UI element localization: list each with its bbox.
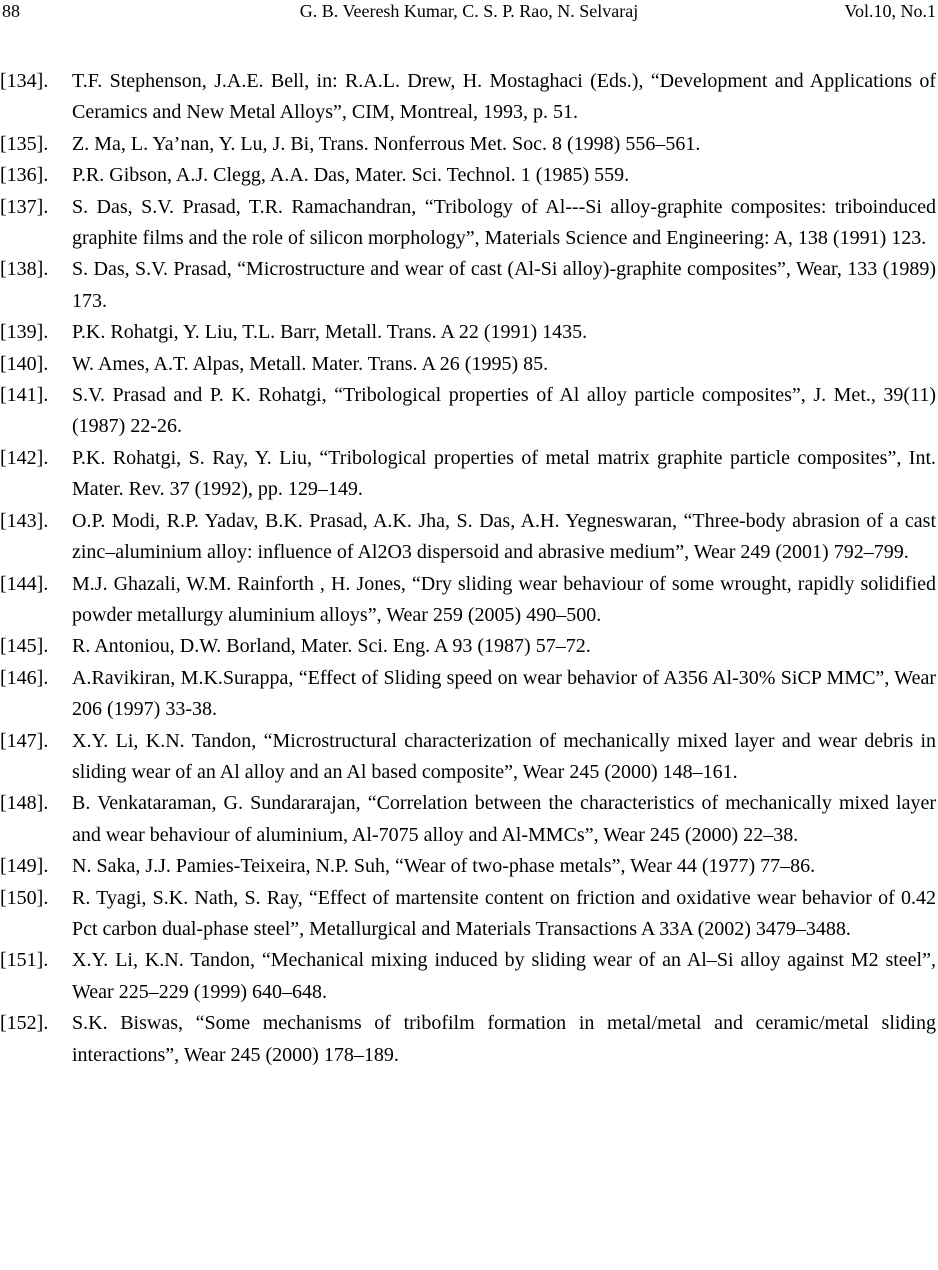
reference-item [0,317,938,348]
reference-text: Z. Ma, L. Ya’nan, Y. Lu, J. Bi, Trans. Nonferrous Met. Soc. 8 (1998) 556–561. [72,132,701,155]
reference-text: P.K. Rohatgi, Y. Liu, T.L. Barr, Metall. Trans. A 22 (1991) 1435. [72,321,588,344]
reference-item [0,663,938,726]
reference-item [0,443,938,506]
reference-item [0,129,938,160]
reference-item [0,851,938,882]
reference-list [0,66,938,1071]
reference-number: [147]. [0,729,49,752]
header-volume: Vol.10, No.1 [844,1,936,21]
reference-number: [139]. [0,321,49,344]
reference-text: A.Ravikiran, M.K.Surappa, “Effect of Sliding speed on wear behavior of A356 Al-30% SiCP MMC”, Wear 206 (1997) 33-38. [72,666,936,721]
reference-number: [149]. [0,855,49,878]
reference-number: [148]. [0,792,49,815]
reference-number: [144]. [0,572,49,595]
reference-text: M.J. Ghazali, W.M. Rainforth , H. Jones, “Dry sliding wear behaviour of some wrought, rapidly solidified powder metallurgy aluminium alloys”, Wear 259 (2005) 490–500. [72,572,936,626]
reference-item [0,506,938,569]
reference-text: S.K. Biswas, “Some mechanisms of tribofilm formation in metal/metal and ceramic/metal sliding interactions”, Wear 245 (2000) 178–189. [72,1012,936,1066]
reference-number: [135]. [0,132,49,155]
reference-number: [150]. [0,886,49,909]
reference-text: S. Das, S.V. Prasad, T.R. Ramachandran, “Tribology of Al---Si alloy-graphite composites: triboinduced graphite films and the role of silicon morphology”, Materials Science and Engineering: A, 138 (1991) 123. [72,195,936,250]
reference-item [0,883,938,946]
reference-number: [136]. [0,164,49,187]
reference-number: [151]. [0,949,49,972]
reference-number: [142]. [0,446,49,469]
reference-number: [143]. [0,509,49,532]
reference-text: N. Saka, J.J. Pamies-Teixeira, N.P. Suh, “Wear of two-phase metals”, Wear 44 (1977) 77–86. [72,855,816,878]
reference-text: X.Y. Li, K.N. Tandon, “Mechanical mixing induced by sliding wear of an Al–Si alloy against M2 steel”, Wear 225–229 (1999) 640–648. [72,949,936,1003]
reference-item [0,349,938,380]
reference-item [0,945,938,1008]
reference-number: [134]. [0,70,49,92]
running-header [0,0,938,28]
reference-text: S.V. Prasad and P. K. Rohatgi, “Tribological properties of Al alloy particle composites”, J. Met., 39(11) (1987) 22-26. [72,384,936,438]
reference-text: P.R. Gibson, A.J. Clegg, A.A. Das, Mater. Sci. Technol. 1 (1985) 559. [72,164,630,187]
reference-text: O.P. Modi, R.P. Yadav, B.K. Prasad, A.K. Jha, S. Das, A.H. Yegneswaran, “Three-body abrasion of a cast zinc–aluminium alloy: influence of Al2O3 dispersoid and abrasive medium”, Wear 249 (2001) 792–799. [72,509,936,564]
reference-number: [145]. [0,635,49,658]
reference-number: [141]. [0,384,49,407]
reference-item [0,160,938,191]
reference-text: W. Ames, A.T. Alpas, Metall. Mater. Trans. A 26 (1995) 85. [72,352,549,375]
reference-text: X.Y. Li, K.N. Tandon, “Microstructural characterization of mechanically mixed layer and wear debris in sliding wear of an Al alloy and an Al based composite”, Wear 245 (2000) 148–161. [72,729,936,783]
reference-number: [140]. [0,352,49,375]
reference-item [0,66,938,129]
reference-number: [138]. [0,258,49,281]
reference-text: R. Antoniou, D.W. Borland, Mater. Sci. Eng. A 93 (1987) 57–72. [72,635,591,658]
reference-item [0,1008,938,1071]
reference-item [0,631,938,662]
reference-text: R. Tyagi, S.K. Nath, S. Ray, “Effect of martensite content on friction and oxidative wear behavior of 0.42 Pct carbon dual-phase steel”, Metallurgical and Materials Transactions A 33A (2002) 3479–3488. [72,886,936,940]
reference-number: [137]. [0,195,49,218]
header-authors: G. B. Veeresh Kumar, C. S. P. Rao, N. Selvaraj [299,1,639,21]
reference-number: [152]. [0,1012,49,1035]
reference-item [0,726,938,789]
page-number: 88 [2,1,20,21]
reference-item [0,788,938,851]
reference-text: P.K. Rohatgi, S. Ray, Y. Liu, “Tribological properties of metal matrix graphite particle composites”, Int. Mater. Rev. 37 (1992), pp. 129–149. [72,446,936,501]
reference-text: B. Venkataraman, G. Sundararajan, “Correlation between the characteristics of mechanically mixed layer and wear behaviour of aluminium, Al-7075 alloy and Al-MMCs”, Wear 245 (2000) 22–38. [72,792,936,846]
reference-item [0,192,938,255]
reference-number: [146]. [0,666,49,689]
reference-text: S. Das, S.V. Prasad, “Microstructure and wear of cast (Al-Si alloy)-graphite composites”, Wear, 133 (1989) 173. [72,258,936,312]
reference-item [0,569,938,632]
reference-text: T.F. Stephenson, J.A.E. Bell, in: R.A.L. Drew, H. Mostaghaci (Eds.), “Development and Applications of Ceramics and New Metal Alloys”, CIM, Montreal, 1993, p. 51. [72,70,936,124]
reference-item [0,380,938,443]
reference-item [0,254,938,317]
